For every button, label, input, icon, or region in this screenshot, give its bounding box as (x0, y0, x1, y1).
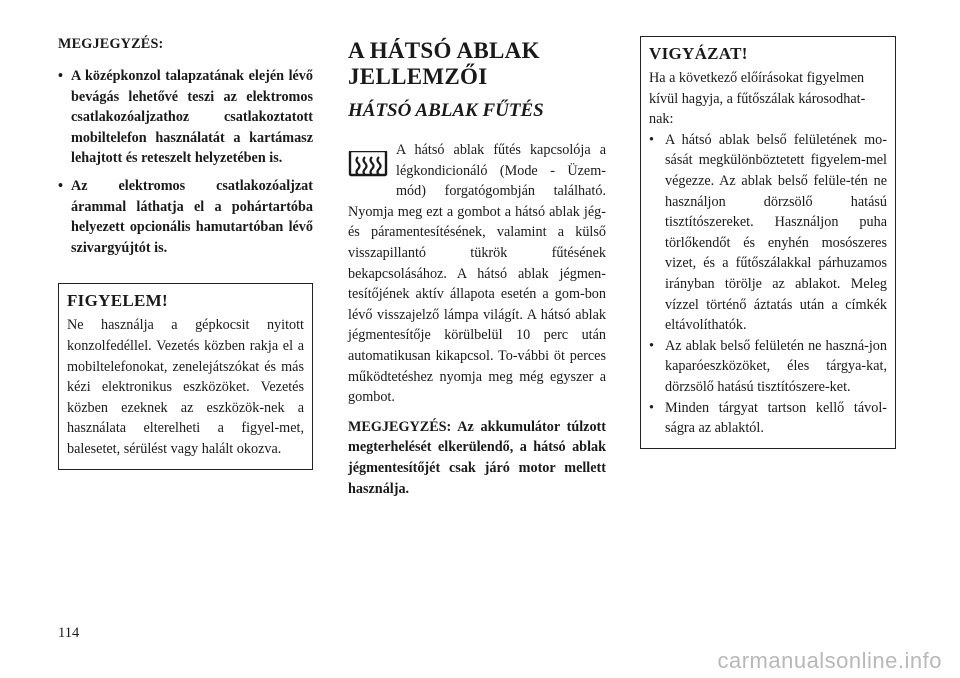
section-subheading: HÁTSÓ ABLAK FŰTÉS (348, 100, 544, 121)
caution-intro: Ha a következő előírásokat figyelmen kívül hagyja, a fűtőszálak károsodhat-nak: (649, 70, 866, 128)
section-heading: A HÁTSÓ ABLAK JELLEMZŐI (348, 38, 540, 89)
note-bullet-1: • A középkonzol talapzatának elején lévő bevágás lehetővé teszi az elektromos csatlakozóaljzathoz csatlakoztatott mobiltelefon használatát a kartámasz lehajtott és reteszelt helyzetében is. (58, 66, 313, 169)
rear-defrost-icon (348, 148, 388, 182)
note-bullet-list (58, 66, 313, 258)
caution-title: VIGYÁZAT! (649, 44, 748, 63)
caution-item-3: • Minden tárgyat tartson kellő távol-ságra az ablaktól. (649, 398, 887, 439)
page-number: 114 (58, 625, 80, 641)
right-column (640, 36, 896, 449)
caution-list (649, 130, 887, 439)
warning-box (58, 283, 313, 469)
warning-title: FIGYELEM! (67, 291, 168, 311)
battery-note: MEGJEGYZÉS: Az akkumulátor túlzott megterhelését elkerülendő, a hátsó ablak jégmentesítőjét csak járó motor mellett használja. (348, 418, 606, 497)
middle-column (348, 36, 606, 499)
warning-text: Ne használja a gépkocsit nyitott konzolfedéllel. Vezetés közben rakja el a mobiltelefonokat, zenelejátszókat és más kézi elektronikus eszközöket. Vezetés közben ezeknek az eszközök-nek a használata elterelheti a figyel-met, balesetet, sérülést vagy halált okozva. (67, 317, 304, 457)
note-bullet-2: • Az elektromos csatlakozóaljzat árammal láthatja el a pohártartóba helyezett opcionális hamutartóban lévő szivargyújtót is. (58, 176, 313, 258)
defrost-paragraph: A hátsó ablak fűtés kapcsolója a légkondicionáló (Mode - Üzem-mód) forgatógombján található. Nyomja meg ezt a gombot a hátsó ablak jég- és páramentesítésének, valamint a külső visszapillantó tükrök fűtésének bekapcsolásához. A hátsó ablak jégmen-tesítőjének aktív állapota esetén a gom-bon lévő visszajelző lámpa világít. A hátsó ablak jégmentesítője körülbelül 10 perc után automatikusan kikapcsol. To-vábbi öt perces működtetéshez nyomja meg még egyszer a gombot. (348, 142, 606, 406)
note-label: MEGJEGYZÉS: (58, 36, 164, 52)
left-column (58, 36, 313, 470)
watermark: carmanualsonline.info (717, 648, 942, 673)
caution-item-1: • A hátsó ablak belső felületének mo-sását megkülönböztetett figyelem-mel végezze. Az ablak belső felüle-tén ne használjon dörzsölő hatású tisztítószereket. Használjon puha törlőkendőt és enyhén mosószeres vizet, és a fűtőszálakkal párhuzamos irányban törölje az ablakot. Meleg vízzel történő áztatás után a címkék eltávolíthatók. (649, 130, 887, 336)
caution-item-2: • Az ablak belső felületén ne haszná-jon kaparóeszközöket, éles tárgya-kat, dörzsölő hatású tisztítószere-ket. (649, 336, 887, 398)
caution-box (640, 36, 896, 449)
